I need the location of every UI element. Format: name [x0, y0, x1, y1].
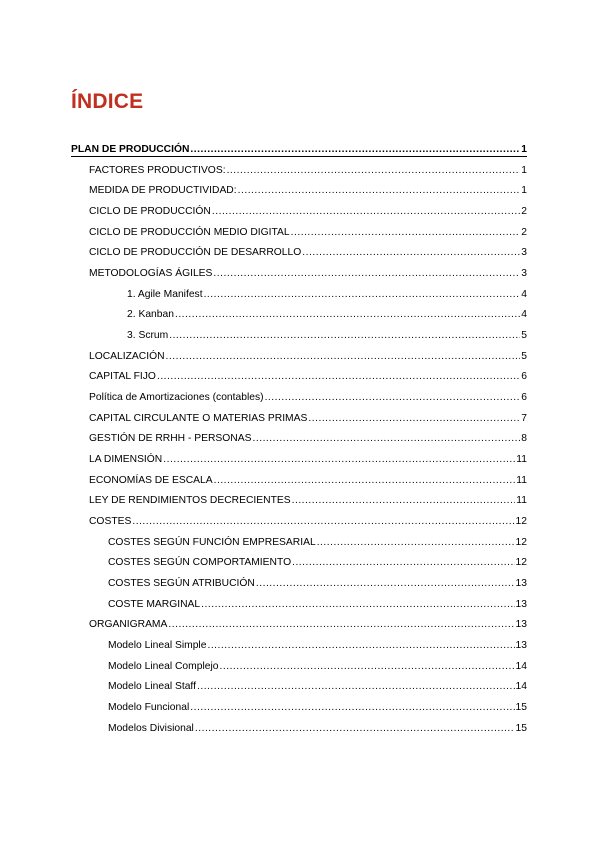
toc-entry-page-number: 13	[515, 619, 527, 630]
toc-entry-page-number: 4	[521, 309, 527, 320]
dot-leader	[207, 639, 514, 653]
toc-entry[interactable]	[108, 722, 527, 736]
toc-entry[interactable]	[89, 184, 527, 198]
dot-leader	[168, 618, 514, 632]
dot-leader	[132, 515, 514, 529]
dot-leader	[163, 453, 515, 467]
toc-entry[interactable]	[89, 412, 527, 426]
dot-leader	[302, 246, 520, 260]
toc-entry[interactable]	[127, 308, 527, 322]
toc-entry-label: COSTES SEGÚN ATRIBUCIÓN	[108, 578, 255, 589]
toc-entry[interactable]	[108, 556, 527, 570]
toc-entry[interactable]	[127, 288, 527, 302]
toc-entry[interactable]	[108, 660, 527, 674]
toc-entry[interactable]	[108, 598, 527, 612]
dot-leader	[308, 412, 520, 426]
toc-entry-page-number: 12	[515, 516, 527, 527]
toc-entry[interactable]	[89, 205, 527, 219]
toc-entry[interactable]	[108, 701, 527, 715]
dot-leader	[256, 577, 515, 591]
toc-entry-page-number: 8	[521, 433, 527, 444]
dot-leader	[227, 164, 521, 178]
toc-entry[interactable]	[89, 494, 527, 508]
toc-entry-label: FACTORES PRODUCTIVOS:	[89, 165, 226, 176]
toc-entry-page-number: 3	[521, 247, 527, 258]
toc-entry-label: 3. Scrum	[127, 330, 169, 341]
toc-entry-label: CAPITAL FIJO	[89, 371, 156, 382]
dot-leader	[166, 350, 521, 364]
toc-entry[interactable]	[89, 226, 527, 240]
toc-entry-label: Modelo Funcional	[108, 702, 190, 713]
toc-entry-page-number: 11	[516, 454, 527, 465]
dot-leader	[292, 556, 514, 570]
toc-entry-label: CICLO DE PRODUCCIÓN	[89, 206, 211, 217]
toc-entry-label: COSTES SEGÚN COMPORTAMIENTO	[108, 557, 292, 568]
toc-entry[interactable]	[89, 515, 527, 529]
toc-entry[interactable]	[89, 370, 527, 384]
toc-entry-label: ECONOMÍAS DE ESCALA	[89, 475, 213, 486]
toc-entry-page-number: 4	[521, 289, 527, 300]
toc-entry-page-number: 1	[521, 165, 527, 176]
dot-leader	[197, 680, 515, 694]
toc-entry-label: CICLO DE PRODUCCIÓN MEDIO DIGITAL	[89, 227, 290, 238]
toc-entry-label: Modelos Divisional	[108, 723, 194, 734]
toc-entry[interactable]	[89, 474, 527, 488]
toc-entry-label: 1. Agile Manifest	[127, 289, 203, 300]
toc-entry-page-number: 13	[515, 640, 527, 651]
toc-entry-label: Modelo Lineal Staff	[108, 681, 196, 692]
toc-entry-page-number: 14	[515, 661, 527, 672]
toc-entry[interactable]	[71, 143, 527, 157]
toc-entry-page-number: 5	[521, 330, 527, 341]
toc-entry-page-number: 2	[521, 227, 527, 238]
dot-leader	[190, 143, 520, 157]
toc-entry-label: LEY DE RENDIMIENTOS DECRECIENTES	[89, 495, 291, 506]
toc-entry-label: GESTIÓN DE RRHH - PERSONAS	[89, 433, 252, 444]
dot-leader	[190, 701, 514, 715]
toc-entry-label: ORGANIGRAMA	[89, 619, 168, 630]
dot-leader	[214, 474, 516, 488]
toc-entry-page-number: 5	[521, 351, 527, 362]
dot-leader	[169, 329, 520, 343]
toc-entry-label: COSTE MARGINAL	[108, 599, 201, 610]
toc-entry-page-number: 6	[521, 371, 527, 382]
toc-entry-page-number: 11	[516, 475, 527, 486]
toc-entry[interactable]	[127, 329, 527, 343]
toc-entry-page-number: 6	[521, 392, 527, 403]
toc-entry-label: Política de Amortizaciones (contables)	[89, 392, 264, 403]
toc-entry-label: CICLO DE PRODUCCIÓN DE DESARROLLO	[89, 247, 302, 258]
toc-entry[interactable]	[108, 577, 527, 591]
toc-entry[interactable]	[89, 453, 527, 467]
toc-entry-label: MEDIDA DE PRODUCTIVIDAD:	[89, 185, 237, 196]
toc-entry-label: COSTES SEGÚN FUNCIÓN EMPRESARIAL	[108, 537, 316, 548]
toc-entry[interactable]	[108, 536, 527, 550]
toc-entry[interactable]	[89, 432, 527, 446]
dot-leader	[265, 391, 521, 405]
dot-leader	[219, 660, 514, 674]
dot-leader	[175, 308, 520, 322]
toc-entry[interactable]	[108, 639, 527, 653]
toc-entry-page-number: 15	[515, 702, 527, 713]
toc-entry[interactable]	[108, 680, 527, 694]
dot-leader	[292, 494, 516, 508]
toc-entry[interactable]	[89, 618, 527, 632]
page-title: ÍNDICE	[71, 90, 144, 113]
dot-leader	[201, 598, 514, 612]
toc-entry-page-number: 2	[521, 206, 527, 217]
toc-entry-label: CAPITAL CIRCULANTE O MATERIAS PRIMAS	[89, 413, 308, 424]
dot-leader	[212, 205, 520, 219]
toc-entry[interactable]	[89, 350, 527, 364]
dot-leader	[252, 432, 520, 446]
dot-leader	[157, 370, 520, 384]
toc-entry-label: PLAN DE PRODUCCIÓN	[71, 144, 190, 155]
toc-entry-label: LOCALIZACIÓN	[89, 351, 165, 362]
toc-entry-page-number: 1	[521, 185, 527, 196]
toc-entry-page-number: 12	[515, 537, 527, 548]
toc-entry-page-number: 1	[521, 144, 527, 155]
toc-entry-label: METODOLOGÍAS ÁGILES	[89, 268, 213, 279]
toc-entry-label: COSTES	[89, 516, 132, 527]
toc-entry-page-number: 13	[515, 599, 527, 610]
toc-entry-page-number: 11	[516, 495, 527, 506]
toc-entry-page-number: 7	[521, 413, 527, 424]
toc-entry-page-number: 13	[515, 578, 527, 589]
dot-leader	[195, 722, 515, 736]
dot-leader	[213, 267, 520, 281]
toc-entry-page-number: 3	[521, 268, 527, 279]
toc-entry-page-number: 12	[515, 557, 527, 568]
dot-leader	[204, 288, 521, 302]
toc-entry-label: 2. Kanban	[127, 309, 174, 320]
toc-entry[interactable]	[89, 391, 527, 405]
toc-entry-page-number: 14	[515, 681, 527, 692]
toc-entry[interactable]	[89, 246, 527, 260]
toc-entry-label: Modelo Lineal Complejo	[108, 661, 219, 672]
dot-leader	[291, 226, 521, 240]
toc-entry-label: LA DIMENSIÓN	[89, 454, 163, 465]
toc-entry-page-number: 15	[515, 723, 527, 734]
toc-entry[interactable]	[89, 164, 527, 178]
dot-leader	[238, 184, 521, 198]
toc-entry[interactable]	[89, 267, 527, 281]
dot-leader	[317, 536, 515, 550]
toc-entry-label: Modelo Lineal Simple	[108, 640, 207, 651]
